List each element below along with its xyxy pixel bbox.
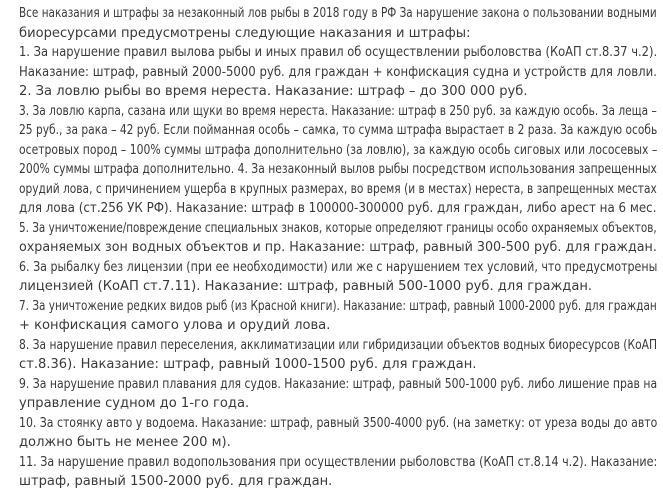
text-line-25: штраф, равный 1500-2000 руб. для граждан. — [19, 474, 333, 489]
text-line-18: 8. За нарушение правил переселения, акклиматизации или гибридизации объектов водных биоресурсов (КоАП — [19, 337, 658, 353]
text-line-4: Наказание: штраф, равный 2000-5000 руб. для граждан + конфискация судна и устройств для ловли. — [19, 64, 657, 80]
text-line-7: 25 руб., за рака – 42 руб. Если пойманная особь – самка, то сумма штрафа вырастает в 2 раза. За каждую особь — [19, 123, 658, 138]
text-line-6: 3. За ловлю карпа, сазана или щуки во время нереста. Наказание: штраф в 250 руб. за каждую особь. За леща – — [19, 103, 657, 119]
text-line-3: 1. За нарушение правил вылова рыбы и иных правил об осуществлении рыболовства (КоАП ст.8.37 ч.2). — [19, 45, 658, 60]
text-line-9: 200% суммы штрафа дополнительно. 4. За незаконный вылов рыбы посредством использования запрещенных — [19, 162, 657, 177]
text-line-11: для лова (ст.256 УК РФ). Наказание: штраф в 100000-300000 руб. для граждан, либо арест на 6 мес. — [19, 201, 657, 216]
text-line-12: 5. За уничтожение/повреждение специальных знаков, которые определяют границы особо охраняемых объектов, — [19, 220, 657, 236]
text-line-23: должно быть не менее 200 м). — [19, 435, 231, 450]
text-line-5: 2. За ловлю рыбы во время нереста. Наказание: штраф – до 300 000 руб. — [19, 84, 528, 99]
text-line-14: 6. За рыбалку без лицензии (при ее необходимости) или же с нарушением тех условий, что предусмотрены — [19, 259, 658, 275]
text-line-15: лицензией (КоАП ст.7.11). Наказание: штраф, равный 500-1000 руб. для граждан. — [19, 279, 593, 294]
text-line-22: 10. За стоянку авто у водоема. Наказание: штраф, равный 3500-4000 руб. (на заметку: от уреза воды до авто — [19, 415, 658, 431]
text-line-13: охраняемых зон водных объектов и пр. Наказание: штраф, равный 300-500 руб. для граждан. — [19, 240, 657, 255]
text-line-19: ст.8.36). Наказание: штраф, равный 1000-1500 руб. для граждан. — [19, 357, 477, 372]
fines-text-paragraph — [19, 4, 657, 492]
text-line-8: осетровых пород – 100% суммы штрафа дополнительно (за ловлю), за каждую особь сиговых или лососевых – — [19, 142, 658, 158]
text-line-24: 11. За нарушение правил водопользования при осуществлении рыболовства (КоАП ст.8.14 ч.2). Наказание: — [19, 454, 658, 470]
text-line-17: + конфискация самого улова и орудий лова. — [19, 318, 331, 333]
text-line-21: управление судном до 1-го года. — [19, 396, 250, 411]
text-line-10: орудий лова, с причинением ущерба в крупных размерах, во время (и в местах) нереста, в запрещенных местах — [19, 181, 657, 197]
text-line-20: 9. За нарушение правил плавания для судов. Наказание: штраф, равный 500-1000 руб. либо лишение прав на — [19, 376, 658, 392]
text-line-1: Все наказания и штрафы за незаконный лов рыбы в 2018 году в РФ За нарушение закона о пользовании водными — [19, 6, 657, 21]
text-line-16: 7. За уничтожение редких видов рыб (из Красной книги). Наказание: штраф, равный 1000-2000 руб. для граждан — [19, 298, 657, 314]
text-line-2: биоресурсами предусмотрены следующие наказания и штрафы: — [19, 25, 471, 41]
